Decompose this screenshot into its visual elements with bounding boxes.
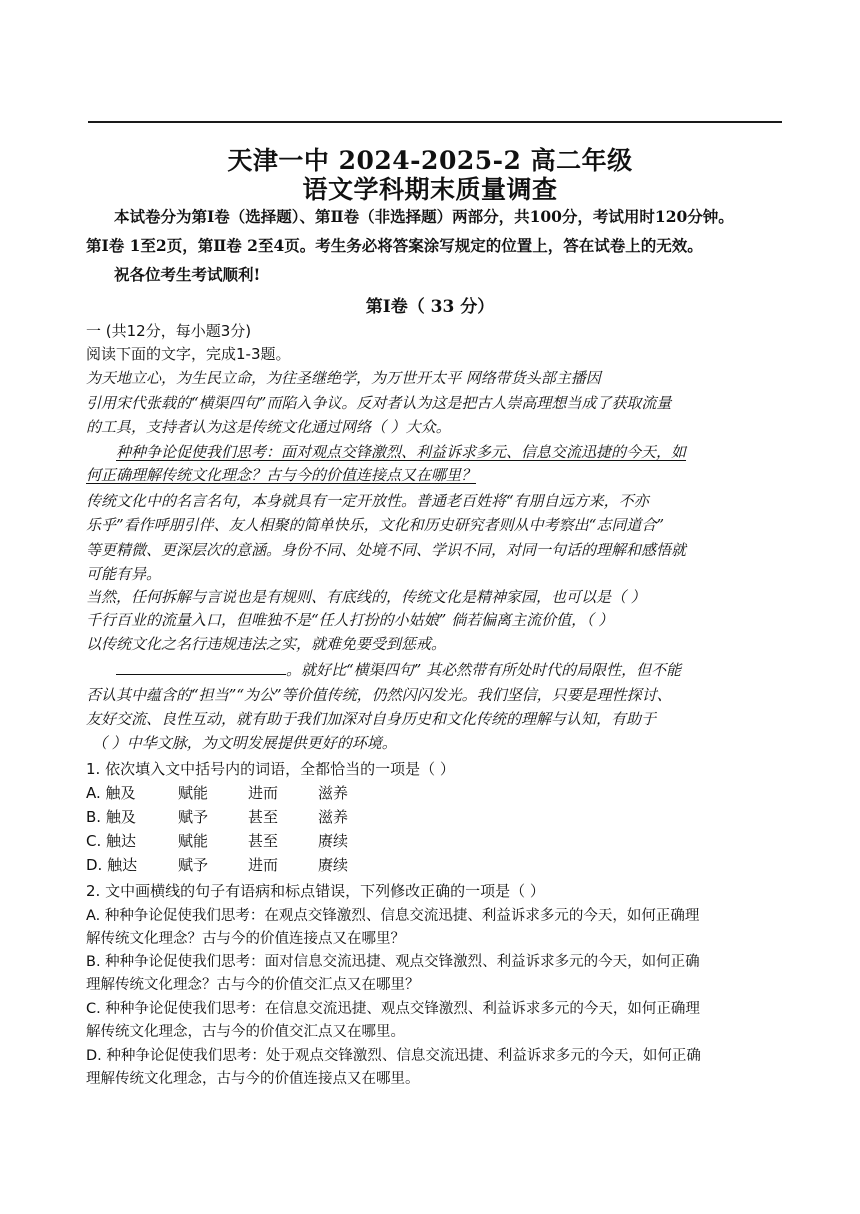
exam-title: 天津一中 2024-2025-2 高二年级 — [227, 146, 633, 175]
passage-line: 千行百业的流量入口，但唯独不是“任人打扮的小姑娘” 倘若偏离主流价值，（ ） — [86, 611, 614, 629]
q2-option-a-cont: 解传统文化理念？古与今的价值连接点又在哪里？ — [86, 931, 405, 947]
passage-line: 的工具，支持者认为这是传统文化通过网络（ ）大众。 — [86, 418, 451, 436]
part-heading: 一 (共12分，每小题3分) — [86, 322, 252, 340]
passage-line: 友好交流、良性互动，就有助于我们加深对自身历史和文化传统的理解与认知，有助于 — [86, 710, 657, 728]
passage-line: 乐乎”看作呼朋引伴、友人相聚的简单快乐，文化和历史研究者则从中考察出“志同道合” — [86, 516, 665, 534]
answer-blank-line — [116, 660, 286, 675]
passage-line: 以传统文化之名行违规违法之实，就难免要受到惩戒。 — [86, 635, 447, 653]
passage-line: 引用宋代张载的“横渠四句”而陷入争议。反对者认为这是把古人崇高理想当成了获取流量 — [86, 394, 672, 412]
section-title: 第Ⅰ卷（ 33 分） — [365, 297, 495, 317]
exam-subtitle: 语文学科期末质量调查 — [302, 175, 558, 204]
reading-instruction: 阅读下面的文字，完成1-3题。 — [86, 345, 291, 363]
underlined-sentence: 何正确理解传统文化理念？古与今的价值连接点又在哪里？ — [86, 466, 477, 484]
intro-line-1: 本试卷分为第Ⅰ卷（选择题）、第Ⅱ卷（非选择题）两部分，共100分，考试用时120分钟。 — [114, 207, 734, 226]
passage-line: 当然，任何拆解与言说也是有规则、有底线的，传统文化是精神家园，也可以是（ ） — [86, 588, 646, 606]
q2-option-c-cont: 解传统文化理念，古与今的价值交汇点又在哪里。 — [86, 1024, 405, 1040]
passage-line-with-blank: 。就好比“横渠四句” 其必然带有所处时代的局限性，但不能 — [116, 659, 816, 681]
passage-line: 否认其中蕴含的“担当”“为公”等价值传统，仍然闪闪发光。我们坚信，只要是理性探讨、 — [86, 686, 672, 704]
intro-line-2: 第Ⅰ卷 1至2页，第Ⅱ卷 2至4页。考生务必将答案涂写规定的位置上，答在试卷上的无效。 — [86, 236, 703, 255]
q2-option-d-cont: 理解传统文化理念，古与今的价值连接点又在哪里。 — [86, 1071, 420, 1087]
q2-option-b-cont: 理解传统文化理念？古与今的价值交汇点又在哪里？ — [86, 977, 420, 993]
q2-option-b: B. 种种争论促使我们思考：面对信息交流迅捷、观点交锋激烈、利益诉求多元的今天，如何正确 — [86, 954, 700, 970]
passage-line: 可能有异。 — [86, 565, 162, 583]
question-1-stem: 1. 依次填入文中括号内的词语，全都恰当的一项是（ ） — [86, 760, 455, 778]
q2-option-d: D. 种种争论促使我们思考：处于观点交锋激烈、信息交流迅捷、利益诉求多元的今天，如何正确 — [86, 1048, 701, 1064]
intro-line-3: 祝各位考生考试顺利! — [114, 265, 261, 284]
q2-option-c: C. 种种争论促使我们思考：在信息交流迅捷、观点交锋激烈、利益诉求多元的今天，如何正确理 — [86, 1001, 700, 1017]
underlined-sentence: 种种争论促使我们思考：面对观点交锋激烈、利益诉求多元、信息交流迅捷的今天，如 — [116, 443, 687, 461]
q2-option-a: A. 种种争论促使我们思考：在观点交锋激烈、信息交流迅捷、利益诉求多元的今天，如何正确理 — [86, 908, 700, 924]
passage-line: （ ）中华文脉，为文明发展提供更好的环境。 — [92, 734, 397, 752]
passage-line: 传统文化中的名言名句，本身就具有一定开放性。普通老百姓将“有朋自远方来，不亦 — [86, 492, 649, 510]
passage-line: 等更精微、更深层次的意涵。身份不同、处境不同、学识不同，对同一句话的理解和感悟就 — [86, 541, 687, 559]
passage-line: 为天地立心，为生民立命，为往圣继绝学，为万世开太平 网络带货头部主播因 — [86, 369, 601, 387]
top-rule — [88, 121, 782, 123]
question-2-stem: 2. 文中画横线的句子有语病和标点错误，下列修改正确的一项是（ ） — [86, 882, 545, 900]
